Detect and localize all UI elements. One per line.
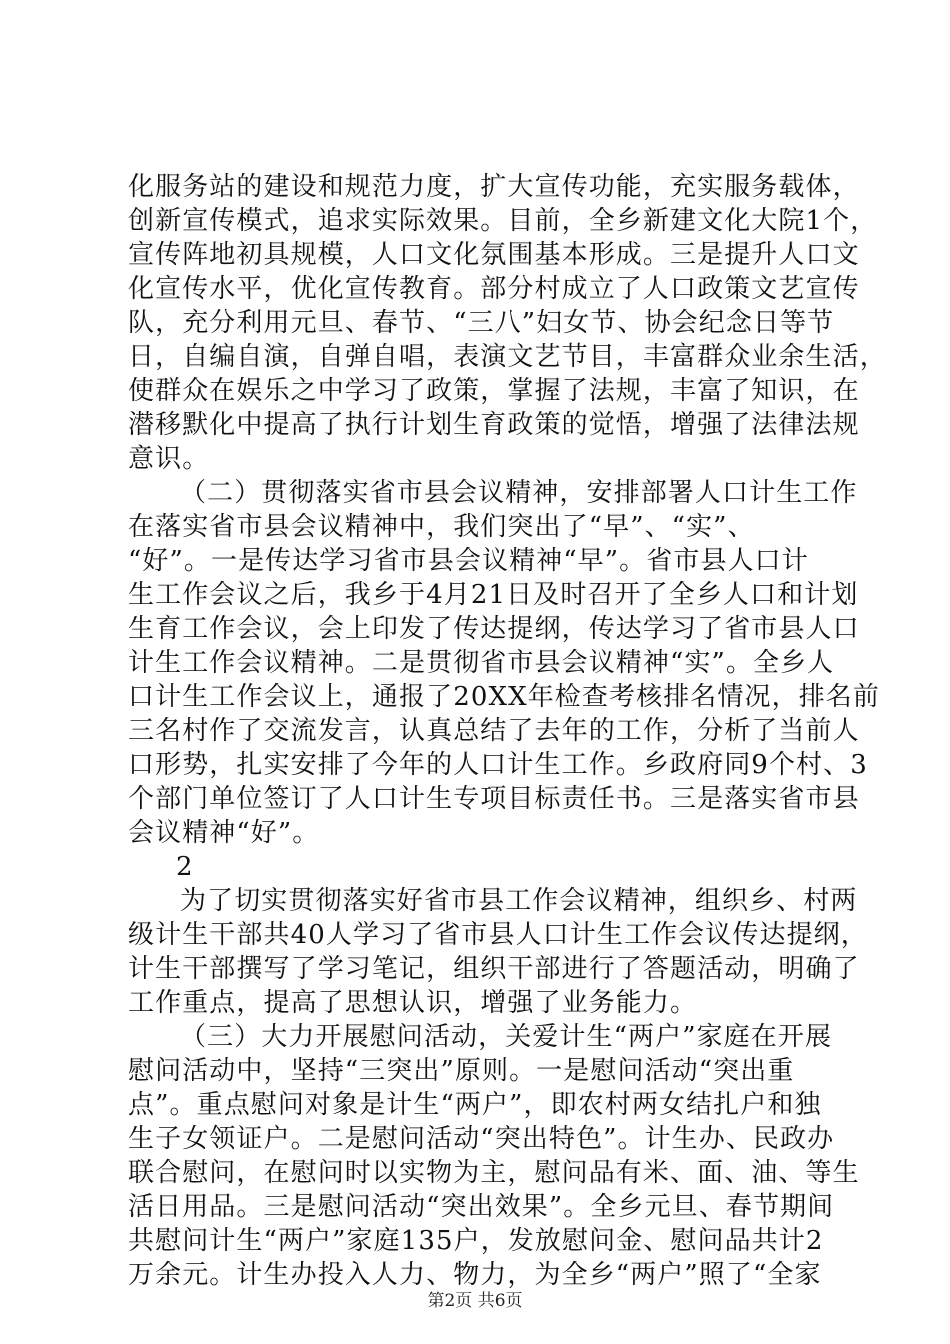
text-line: 活日用品。三是慰问活动“突出效果”。全乡元旦、春节期间: [128, 1192, 835, 1222]
text-line: 潜移默化中提高了执行计划生育政策的觉悟，增强了法律法规: [128, 410, 860, 440]
text-line: “好”。一是传达学习省市县会议精神“早”。省市县人口计: [128, 546, 809, 576]
text-line: 计生干部撰写了学习笔记，组织干部进行了答题活动，明确了: [128, 954, 860, 984]
text-line: 生育工作会议，会上印发了传达提纲，传达学习了省市县人口: [128, 614, 860, 644]
text-line: 创新宣传模式，追求实际效果。目前，全乡新建文化大院1个，: [128, 206, 878, 236]
text-line: 工作重点，提高了思想认识，增强了业务能力。: [128, 988, 698, 1018]
text-line: 为了切实贯彻落实好省市县工作会议精神，组织乡、村两: [180, 886, 858, 916]
text-line: 生子女领证户。二是慰问活动“突出特色”。计生办、民政办: [128, 1124, 835, 1154]
text-line: 在落实省市县会议精神中，我们突出了“早”、“实”、: [128, 512, 755, 542]
section-heading: （三）大力开展慰问活动，关爱计生“两户”家庭在开展: [180, 1022, 833, 1052]
text-line: 口形势，扎实安排了今年的人口计生工作。乡政府同9个村、3: [128, 750, 868, 780]
inline-page-number: 2: [176, 852, 194, 882]
text-line: 使群众在娱乐之中学习了政策，掌握了法规，丰富了知识，在: [128, 376, 860, 406]
text-line: 级计生干部共40人学习了省市县人口计生工作会议传达提纲，: [128, 920, 868, 950]
text-line: 三名村作了交流发言，认真总结了去年的工作，分析了当前人: [128, 716, 860, 746]
text-line: 联合慰问，在慰问时以实物为主，慰问品有米、面、油、等生: [128, 1158, 860, 1188]
text-line: 共慰问计生“两户”家庭135户，发放慰问金、慰问品共计2: [128, 1226, 824, 1256]
text-line: 化宣传水平，优化宣传教育。部分村成立了人口政策文艺宣传: [128, 274, 860, 304]
text-line: 意识。: [128, 444, 210, 474]
text-line: 化服务站的建设和规范力度，扩大宣传功能，充实服务载体，: [128, 172, 860, 202]
text-line: 慰问活动中，坚持“三突出”原则。一是慰问活动“突出重: [128, 1056, 795, 1086]
text-line: 口计生工作会议上，通报了20XX年检查考核排名情况，排名前: [128, 682, 881, 712]
text-line: 日，自编自演，自弹自唱，表演文艺节目，丰富群众业余生活，: [128, 342, 887, 372]
page-footer: 第2页 共6页: [427, 1291, 523, 1311]
text-line: 万余元。计生办投入人力、物力，为全乡“两户”照了“全家: [128, 1260, 822, 1290]
text-line: 个部门单位签订了人口计生专项目标责任书。三是落实省市县: [128, 784, 860, 814]
text-line: 点”。重点慰问对象是计生“两户”，即农村两女结扎户和独: [128, 1090, 822, 1120]
text-line: 计生工作会议精神。二是贯彻省市县会议精神“实”。全乡人: [128, 648, 835, 678]
text-line: 生工作会议之后，我乡于4月21日及时召开了全乡人口和计划: [128, 580, 859, 610]
section-heading: （二）贯彻落实省市县会议精神，安排部署人口计生工作: [180, 478, 858, 508]
text-line: 宣传阵地初具规模，人口文化氛围基本形成。三是提升人口文: [128, 240, 860, 270]
text-line: 队，充分利用元旦、春节、“三八”妇女节、协会纪念日等节: [128, 308, 835, 338]
text-line: 会议精神“好”。: [128, 818, 320, 848]
